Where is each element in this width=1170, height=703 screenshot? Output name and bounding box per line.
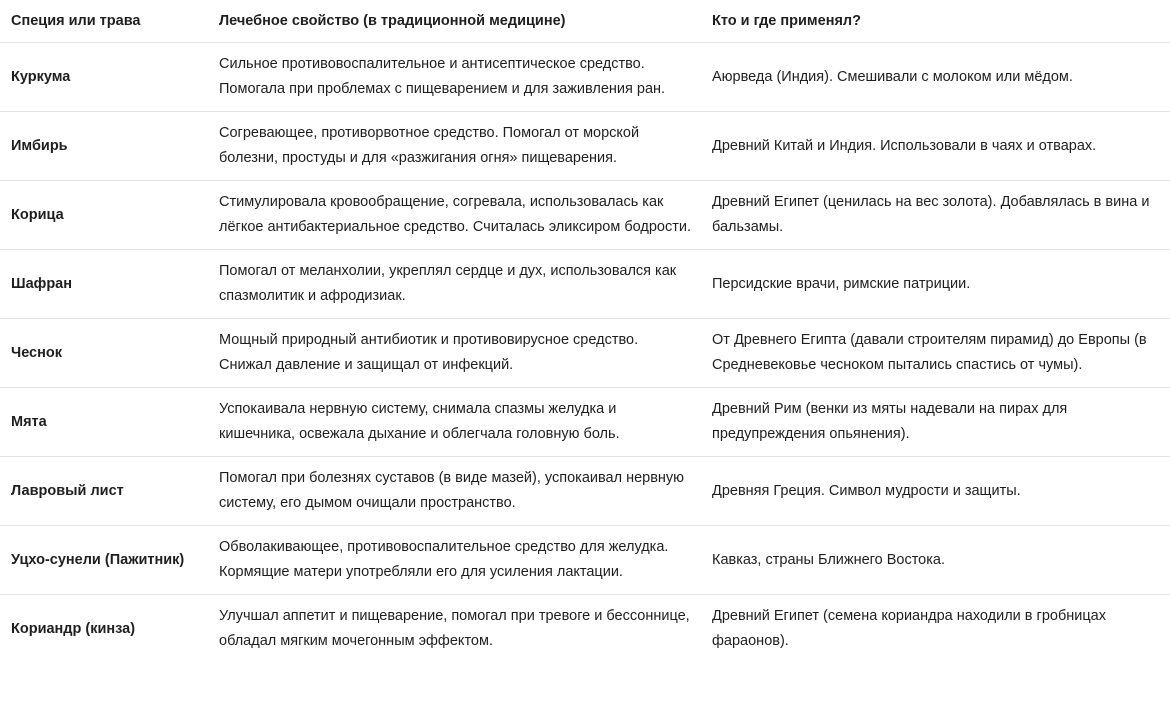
spice-usage: Древний Рим (венки из мяты надевали на пирах для предупреждения опьянения). [701, 388, 1170, 457]
spice-property: Согревающее, противорвотное средство. Помогал от морской болезни, простуды и для «разжигания огня» пищеварения. [208, 112, 701, 181]
spice-usage: Древний Китай и Индия. Использовали в чаях и отварах. [701, 112, 1170, 181]
table-row [0, 526, 1170, 595]
spice-property: Помогал при болезнях суставов (в виде мазей), успокаивал нервную систему, его дымом очищали пространство. [208, 457, 701, 526]
table-row [0, 388, 1170, 457]
table-row [0, 250, 1170, 319]
spice-property: Обволакивающее, противовоспалительное средство для желудка. Кормящие матери употребляли его для усиления лактации. [208, 526, 701, 595]
table-row [0, 112, 1170, 181]
spice-name: Имбирь [0, 112, 208, 181]
spice-usage: Древний Египет (семена кориандра находили в гробницах фараонов). [712, 608, 1106, 649]
table-row [0, 43, 1170, 112]
spice-name: Мята [0, 388, 208, 457]
spice-name: Корица [0, 181, 208, 250]
table-row [0, 319, 1170, 388]
spice-usage: Кавказ, страны Ближнего Востока. [701, 526, 1170, 595]
spice-name: Шафран [0, 250, 208, 319]
spice-property: Успокаивала нервную систему, снимала спазмы желудка и кишечника, освежала дыхание и облегчала головную боль. [208, 388, 701, 457]
header-property: Лечебное свойство (в традиционной медицине) [208, 0, 701, 43]
spice-name: Чеснок [0, 319, 208, 388]
spice-usage: Персидские врачи, римские патриции. [701, 250, 1170, 319]
table-row [0, 595, 1170, 664]
spice-property: Помогал от меланхолии, укреплял сердце и дух, использовался как спазмолитик и афродизиак. [208, 250, 701, 319]
table-row [0, 181, 1170, 250]
spice-property: Улучшал аппетит и пищеварение, помогал при тревоге и бессоннице, обладал мягким мочегонным эффектом. [219, 608, 690, 649]
spice-usage: Древняя Греция. Символ мудрости и защиты. [701, 457, 1170, 526]
spice-property: Сильное противовоспалительное и антисептическое средство. Помогала при проблемах с пищеварением и для заживления ран. [208, 43, 701, 112]
table-row [0, 457, 1170, 526]
spice-name: Куркума [0, 43, 208, 112]
header-usage: Кто и где применял? [701, 0, 1170, 43]
spice-name: Лавровый лист [0, 457, 208, 526]
spice-usage: От Древнего Египта (давали строителям пирамид) до Европы (в Средневековье чесноком пытались спастись от чумы). [701, 319, 1170, 388]
spice-name: Уцхо-сунели (Пажитник) [0, 526, 208, 595]
table-header-row [0, 0, 1170, 43]
spice-name: Кориандр (кинза) [11, 620, 136, 637]
spice-usage: Аюрведа (Индия). Смешивали с молоком или мёдом. [701, 43, 1170, 112]
spice-property: Стимулировала кровообращение, согревала, использовалась как лёгкое антибактериальное средство. Считалась эликсиром бодрости. [208, 181, 701, 250]
spice-usage: Древний Египет (ценилась на вес золота). Добавлялась в вина и бальзамы. [701, 181, 1170, 250]
spice-property: Мощный природный антибиотик и противовирусное средство. Снижал давление и защищал от инфекций. [208, 319, 701, 388]
header-spice: Специя или трава [0, 0, 208, 43]
